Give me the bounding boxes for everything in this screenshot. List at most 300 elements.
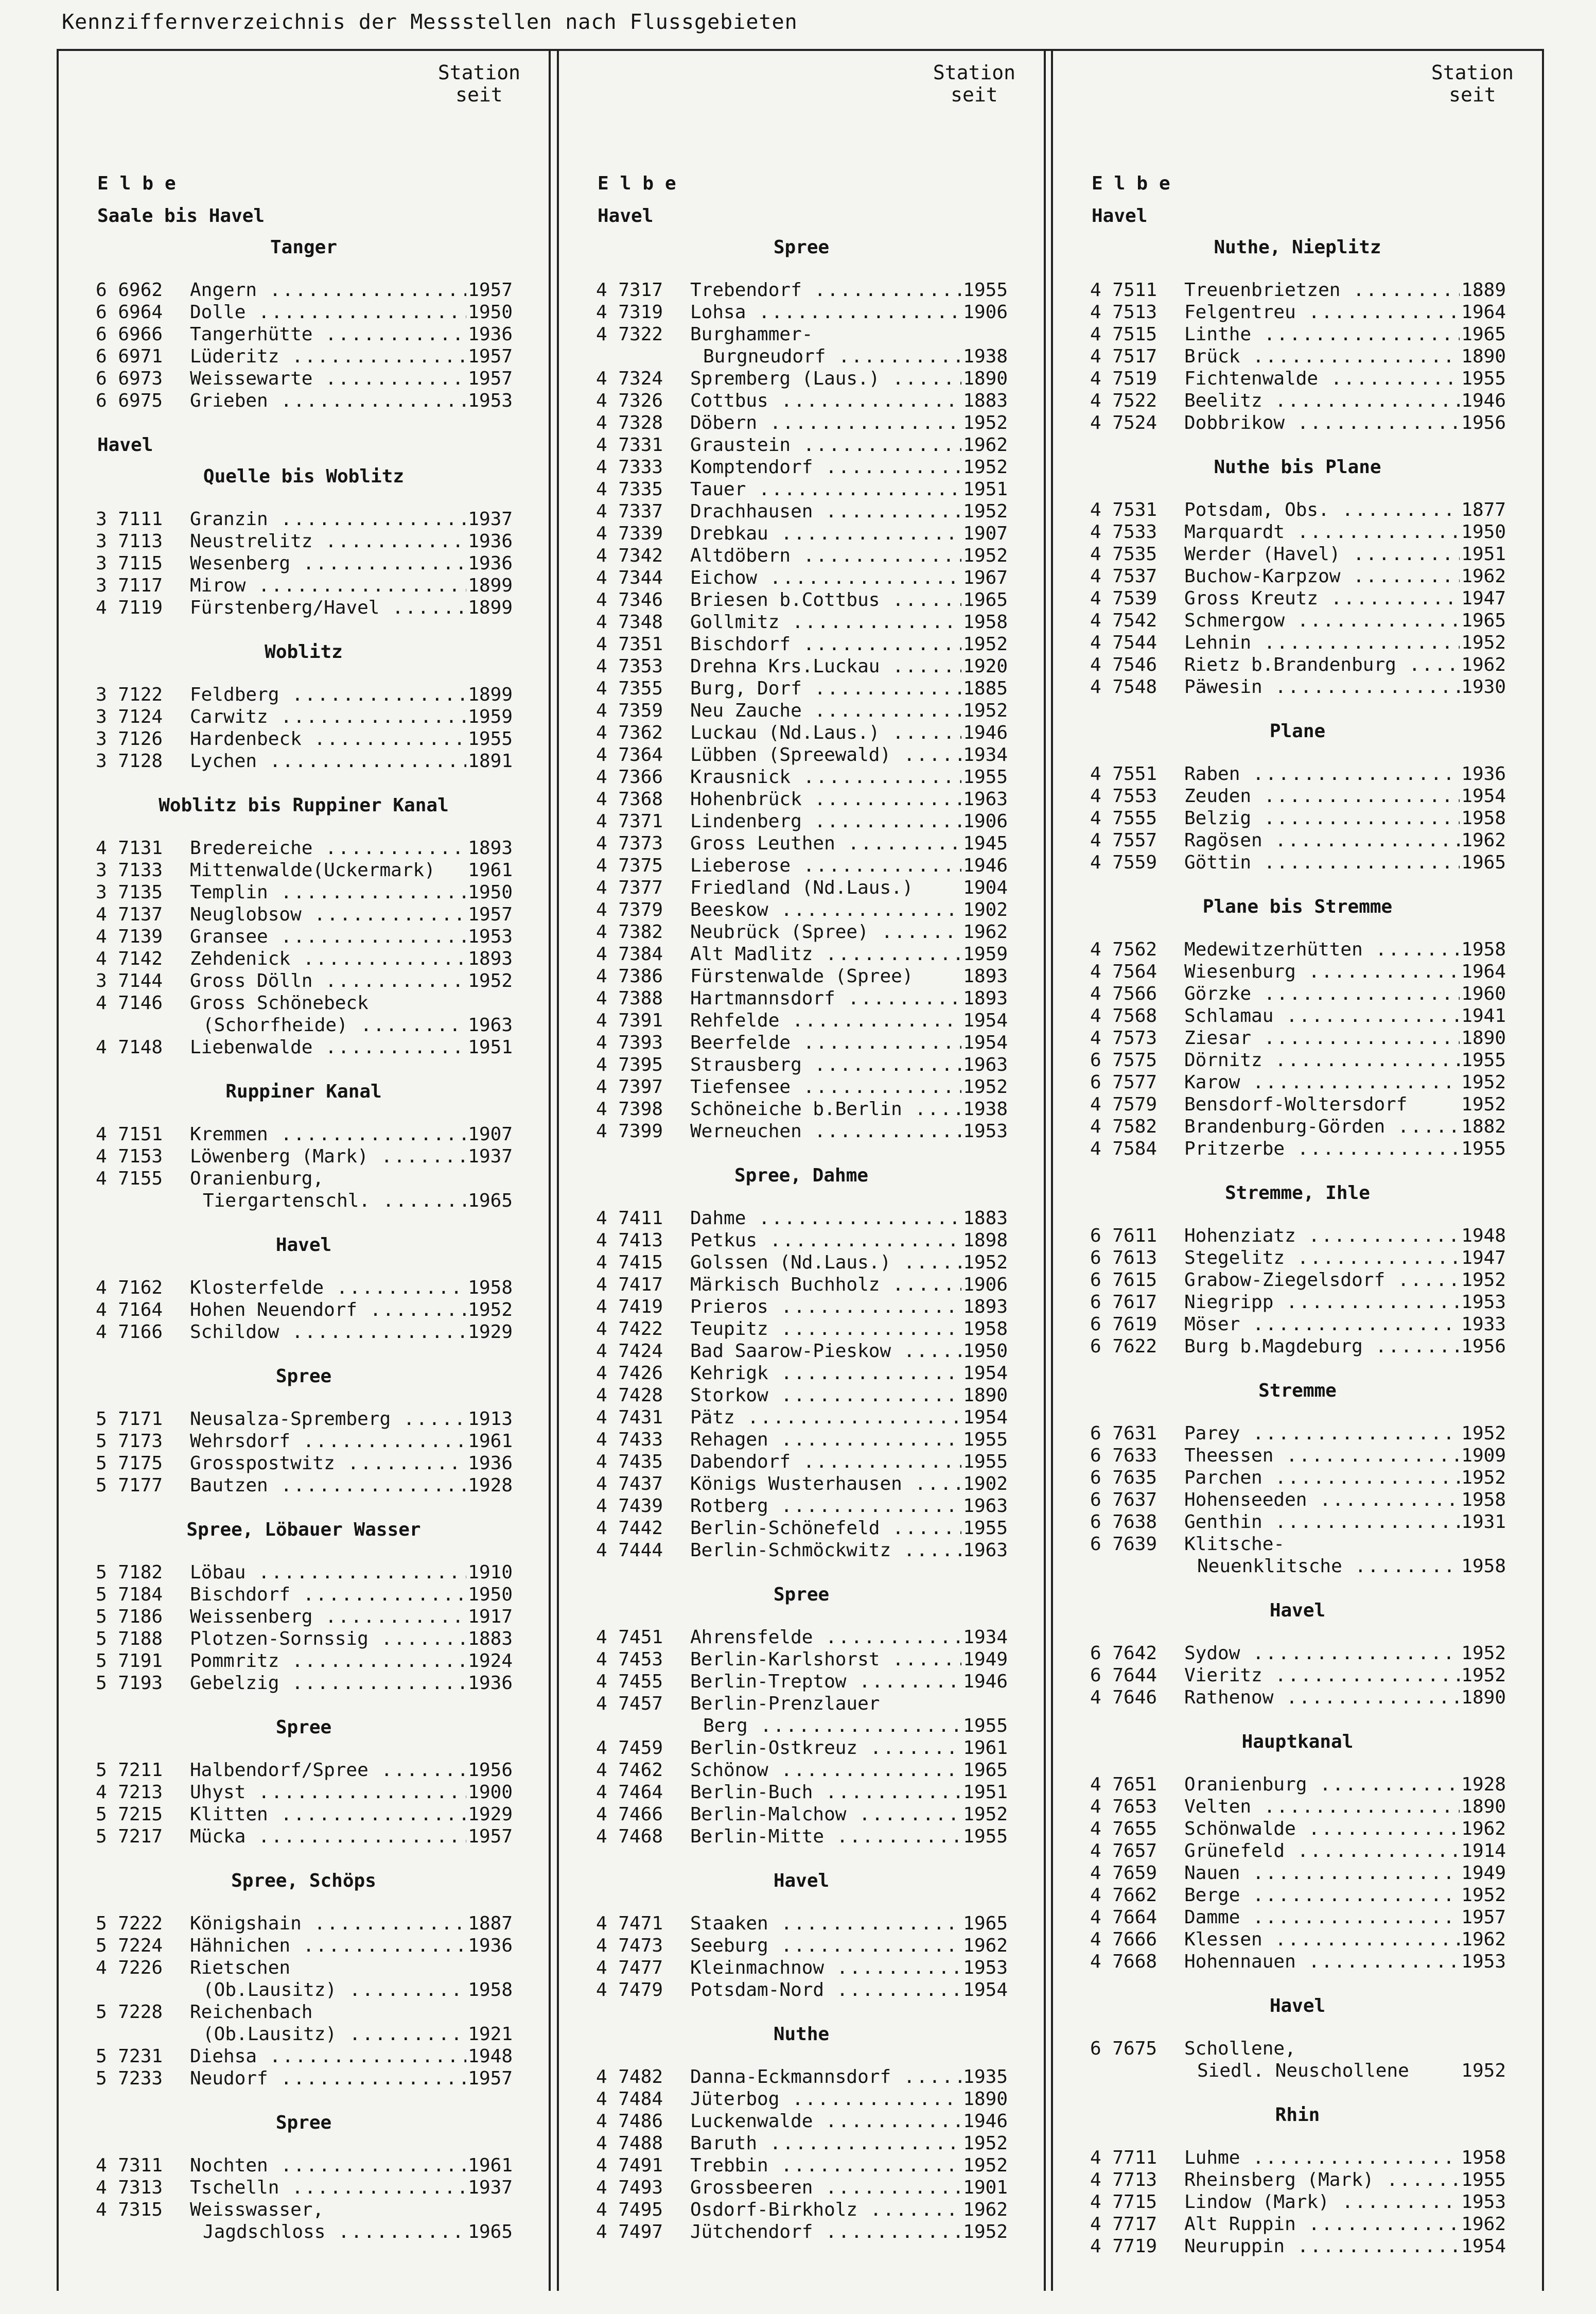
station-year: 1935: [963, 2066, 1008, 2087]
station-row: [59, 1957, 549, 1979]
station-year: 1952: [963, 700, 1008, 721]
station-name: Berlin-Mitte .....: [690, 1825, 961, 1848]
station-code: 4 7484: [596, 2089, 663, 2110]
station-name: Wesenberg .....: [190, 552, 466, 575]
station-code: 3 7117: [96, 575, 163, 596]
station-name: Rheinsberg (Mark) .....: [1184, 2169, 1460, 2191]
station-name: Hohenseeden .....: [1184, 1489, 1460, 1511]
station-year: 1954: [963, 1010, 1008, 1031]
station-row: [59, 1299, 549, 1321]
spacer: [1053, 1973, 1542, 1995]
spacer: [1053, 1358, 1542, 1380]
station-row: [1053, 1247, 1542, 1269]
station-code: 6 7639: [1090, 1534, 1157, 1555]
station-year: 1952: [1461, 1665, 1506, 1686]
station-code: 4 7422: [596, 1318, 663, 1339]
station-code: 6 6962: [96, 280, 163, 301]
station-name: Hohenbrück .....: [690, 788, 961, 810]
station-row: [559, 788, 1044, 810]
station-name: Werneuchen .....: [690, 1120, 961, 1142]
station-code: 4 7442: [596, 1518, 663, 1539]
station-code: 4 7393: [596, 1032, 663, 1053]
station-row: [59, 1014, 549, 1036]
station-year: 1956: [1461, 1336, 1506, 1357]
station-name: Neu Zauche .....: [690, 700, 961, 722]
station-row: [559, 633, 1044, 655]
station-code: 4 7546: [1090, 654, 1157, 675]
station-year: 1906: [963, 302, 1008, 323]
river-heading: Elbe: [1092, 173, 1182, 194]
station-year: 1957: [468, 2068, 513, 2089]
station-row: [559, 323, 1044, 345]
station-code: 4 7453: [596, 1649, 663, 1670]
station-row: [59, 2023, 549, 2045]
station-name: (Ob.Lausitz) .....: [190, 1979, 466, 2001]
station-name: Rehfelde .....: [690, 1010, 961, 1032]
station-name: Pritzerbe .....: [1184, 1138, 1460, 1160]
station-year: 1952: [963, 545, 1008, 566]
station-name: Schmergow .....: [1184, 610, 1460, 632]
station-code: 4 7377: [596, 877, 663, 898]
station-row: [1053, 1664, 1542, 1686]
station-row: [1053, 851, 1542, 874]
station-year: 1965: [1461, 324, 1506, 345]
station-code: 6 6964: [96, 302, 163, 323]
station-name: Lehnin .....: [1184, 632, 1460, 654]
station-year: 1961: [468, 860, 513, 881]
station-row: [1053, 2213, 1542, 2235]
station-name: Potsdam, Obs. .....: [1184, 499, 1460, 521]
station-name: Dolle .....: [190, 301, 466, 323]
station-year: 1962: [1461, 654, 1506, 675]
station-code: 5 7215: [96, 1804, 163, 1825]
header-seit: seit: [951, 83, 998, 106]
station-row: [59, 1759, 549, 1781]
station-code: 5 7173: [96, 1431, 163, 1452]
station-code: 4 7564: [1090, 961, 1157, 982]
station-code: 4 7417: [596, 1274, 663, 1295]
station-year: 1949: [1461, 1863, 1506, 1884]
station-code: 6 7637: [1090, 1489, 1157, 1510]
station-name: Gross Kreutz .....: [1184, 587, 1460, 610]
station-year: 1958: [963, 1318, 1008, 1339]
station-row: [59, 903, 549, 926]
station-name: Oranienburg .....: [1184, 1773, 1460, 1796]
station-year: 1955: [963, 280, 1008, 301]
station-name: Burgneudorf .....: [690, 345, 961, 368]
station-name: Raben .....: [1184, 763, 1460, 785]
station-year: 1958: [1461, 808, 1506, 829]
station-code: 4 7562: [1090, 939, 1157, 960]
station-year: 1900: [468, 1782, 513, 1803]
station-code: 6 6975: [96, 390, 163, 411]
spacer: [559, 2001, 1044, 2023]
spacer: [1053, 1709, 1542, 1731]
station-name: Briesen b.Cottbus .....: [690, 589, 961, 611]
section-heading: Hauptkanal: [1241, 1731, 1354, 1752]
station-code: 4 7137: [96, 904, 163, 925]
station-code: 4 7413: [596, 1230, 663, 1251]
station-row: [559, 2199, 1044, 2221]
spacer: [559, 1142, 1044, 1164]
station-row: [559, 478, 1044, 500]
station-code: 4 7353: [596, 656, 663, 677]
section-heading: Ruppiner Kanal: [225, 1081, 382, 1102]
station-name: Dabendorf .....: [690, 1451, 961, 1473]
station-code: 4 7344: [596, 567, 663, 588]
station-code: 3 7124: [96, 706, 163, 727]
column-body: [59, 172, 549, 2243]
station-row: [1053, 1049, 1542, 1071]
station-name: Löwenberg (Mark) .....: [190, 1145, 466, 1168]
station-row: [559, 877, 1044, 899]
station-code: 4 7488: [596, 2133, 663, 2154]
station-name: Golssen (Nd.Laus.) .....: [690, 1251, 961, 1274]
station-year: 1959: [963, 944, 1008, 965]
station-row: [559, 1251, 1044, 1274]
station-code: 4 7142: [96, 948, 163, 969]
spacer: [559, 1561, 1044, 1584]
column-2: [557, 49, 1046, 2291]
station-name: Parey .....: [1184, 1422, 1460, 1445]
station-year: 1930: [1461, 676, 1506, 698]
station-row: [1053, 1422, 1542, 1445]
station-name: Gross Leuthen .....: [690, 832, 961, 855]
column-header: [1431, 62, 1514, 106]
station-row: [59, 368, 549, 390]
station-year: 1950: [468, 302, 513, 323]
station-code: 4 7455: [596, 1671, 663, 1692]
station-row: [1053, 1489, 1542, 1511]
section-heading: Havel: [275, 1234, 332, 1256]
station-year: 1899: [468, 684, 513, 705]
station-year: 1951: [963, 1782, 1008, 1803]
station-name: Bischdorf .....: [690, 633, 961, 655]
station-row: [1053, 543, 1542, 565]
station-row: [559, 390, 1044, 412]
station-row: [59, 881, 549, 903]
station-name: Reichenbach: [190, 2002, 313, 2023]
station-name: Alt Madlitz .....: [690, 943, 961, 965]
station-row: [559, 500, 1044, 523]
station-row: [1053, 301, 1542, 323]
station-code: 4 7493: [596, 2177, 663, 2198]
station-row: [559, 545, 1044, 567]
station-name: Neusalza-Spremberg .....: [190, 1408, 466, 1430]
station-row: [59, 1123, 549, 1145]
station-year: 1965: [1461, 852, 1506, 873]
station-year: 1958: [1461, 1556, 1506, 1577]
station-row: [59, 948, 549, 970]
station-row: [1053, 1269, 1542, 1291]
station-name: Mittenwalde(Uckermark): [190, 860, 435, 881]
station-year: 1967: [963, 567, 1008, 588]
station-name: Dobbrikow .....: [1184, 412, 1460, 434]
station-year: 1949: [963, 1649, 1008, 1670]
section-heading: Spree: [275, 2112, 332, 2133]
station-row: [59, 1781, 549, 1803]
station-year: 1889: [1461, 280, 1506, 301]
station-row: [559, 722, 1044, 744]
station-row: [559, 700, 1044, 722]
station-row: [1053, 1555, 1542, 1577]
station-code: 4 7566: [1090, 983, 1157, 1004]
subbasin-heading: Havel: [598, 205, 654, 227]
station-code: 4 7555: [1090, 808, 1157, 829]
station-row: [59, 1145, 549, 1168]
station-year: 1952: [468, 970, 513, 991]
station-code: 6 7638: [1090, 1511, 1157, 1533]
station-row: [1053, 676, 1542, 698]
station-row: [559, 1098, 1044, 1120]
station-name: Rietz b.Brandenburg .....: [1184, 654, 1460, 676]
station-year: 1914: [1461, 1840, 1506, 1861]
station-name: Trebendorf .....: [690, 279, 961, 301]
station-code: 3 7111: [96, 509, 163, 530]
station-year: 1947: [1461, 588, 1506, 609]
station-name: Seeburg .....: [690, 1935, 961, 1957]
spacer: [1053, 2082, 1542, 2104]
station-year: 1958: [1461, 939, 1506, 960]
section-heading: Spree: [773, 1584, 830, 1605]
station-row: [1053, 610, 1542, 632]
station-year: 1952: [963, 634, 1008, 655]
section-heading: Plane bis Stremme: [1202, 896, 1393, 917]
station-year: 1898: [963, 1230, 1008, 1251]
station-code: 6 7631: [1090, 1423, 1157, 1444]
station-name: Rehagen .....: [690, 1429, 961, 1451]
section-heading: Spree: [773, 237, 830, 258]
station-row: [59, 552, 549, 575]
station-code: 4 7371: [596, 811, 663, 832]
station-code: 4 7664: [1090, 1907, 1157, 1928]
station-code: 4 7148: [96, 1037, 163, 1058]
station-row: [559, 1207, 1044, 1229]
station-row: [559, 1032, 1044, 1054]
station-code: 4 7428: [596, 1385, 663, 1406]
station-name: Feldberg .....: [190, 684, 466, 706]
station-name: Tiefensee .....: [690, 1076, 961, 1098]
station-year: 1952: [1461, 1467, 1506, 1488]
station-code: 4 7542: [1090, 610, 1157, 631]
station-name: Hähnichen .....: [190, 1935, 466, 1957]
station-name: Altdöbern .....: [690, 545, 961, 567]
station-row: [559, 456, 1044, 478]
station-year: 1955: [963, 1715, 1008, 1736]
station-year: 1954: [963, 1032, 1008, 1053]
station-row: [559, 1671, 1044, 1693]
station-name: Theessen .....: [1184, 1445, 1460, 1467]
station-row: [559, 2154, 1044, 2177]
station-year: 1929: [468, 1321, 513, 1343]
station-code: 5 7224: [96, 1935, 163, 1956]
station-code: 4 7351: [596, 634, 663, 655]
station-row: [559, 1451, 1044, 1473]
station-year: 1955: [1461, 1050, 1506, 1071]
station-code: 4 7559: [1090, 852, 1157, 873]
station-name: Klosterfelde .....: [190, 1277, 466, 1299]
station-name: Lüderitz .....: [190, 345, 466, 368]
station-code: 6 7633: [1090, 1445, 1157, 1466]
station-row: [59, 1168, 549, 1190]
spacer: [59, 772, 549, 794]
column-1: [57, 49, 551, 2291]
station-code: 5 7222: [96, 1913, 163, 1934]
station-code: 4 7433: [596, 1429, 663, 1450]
station-name: Rietschen: [190, 1957, 291, 1978]
station-name: Bensdorf-Woltersdorf: [1184, 1094, 1408, 1115]
station-year: 1954: [963, 1407, 1008, 1428]
station-year: 1955: [963, 767, 1008, 788]
station-code: 4 7359: [596, 700, 663, 721]
spacer: [59, 1058, 549, 1081]
station-name: Werder (Havel) .....: [1184, 543, 1460, 565]
station-year: 1952: [1461, 1269, 1506, 1291]
station-year: 1953: [1461, 2191, 1506, 2213]
station-code: 4 7391: [596, 1010, 663, 1031]
station-row: [1053, 1533, 1542, 1555]
station-row: [1053, 2060, 1542, 2082]
station-name: Storkow .....: [690, 1384, 961, 1406]
station-row: [1053, 1093, 1542, 1116]
station-row: [59, 859, 549, 881]
station-year: 1963: [963, 1540, 1008, 1561]
station-year: 1961: [963, 1737, 1008, 1759]
station-name: Felgentreu .....: [1184, 301, 1460, 323]
station-name: Tschelln .....: [190, 2177, 466, 2199]
station-year: 1950: [468, 1584, 513, 1605]
station-year: 1941: [1461, 1005, 1506, 1026]
station-name: Zehdenick .....: [190, 948, 466, 970]
station-code: 4 7153: [96, 1146, 163, 1167]
station-name: Oranienburg,: [190, 1168, 324, 1189]
station-code: 4 7362: [596, 722, 663, 743]
station-name: Schöneiche b.Berlin .....: [690, 1098, 961, 1120]
station-name: Halbendorf/Spree .....: [190, 1759, 466, 1781]
station-year: 1952: [1461, 1072, 1506, 1093]
station-year: 1936: [468, 531, 513, 552]
station-row: [1053, 1138, 1542, 1160]
station-year: 1883: [468, 1628, 513, 1649]
station-name: Prieros .....: [690, 1296, 961, 1318]
station-row: [559, 2088, 1044, 2110]
station-name: Templin .....: [190, 881, 466, 903]
station-code: 4 7719: [1090, 2236, 1157, 2257]
station-row: [559, 1539, 1044, 1561]
station-name: Gransee .....: [190, 926, 466, 948]
station-row: [1053, 1773, 1542, 1796]
station-year: 1964: [1461, 302, 1506, 323]
station-name: Lübben (Spreewald) .....: [690, 744, 961, 766]
station-code: 5 7231: [96, 2046, 163, 2067]
station-name: Neuruppin .....: [1184, 2235, 1460, 2257]
station-year: 1936: [468, 1673, 513, 1694]
station-code: 4 7317: [596, 280, 663, 301]
station-code: 5 7175: [96, 1453, 163, 1474]
station-name: Osdorf-Birkholz .....: [690, 2199, 961, 2221]
station-name: Wiesenburg .....: [1184, 961, 1460, 983]
station-year: 1890: [1461, 1687, 1506, 1708]
station-year: 1885: [963, 678, 1008, 699]
section-heading: Tanger: [270, 237, 338, 258]
station-name: Grossbeeren .....: [690, 2177, 961, 2199]
station-row: [59, 1474, 549, 1497]
station-code: 4 7539: [1090, 588, 1157, 609]
station-code: 5 7186: [96, 1606, 163, 1627]
station-year: 1948: [468, 2046, 513, 2067]
station-row: [559, 855, 1044, 877]
station-code: 3 7115: [96, 553, 163, 574]
station-code: 4 7324: [596, 368, 663, 389]
station-code: 4 7495: [596, 2199, 663, 2220]
station-code: 4 7319: [596, 302, 663, 323]
station-year: 1952: [963, 1252, 1008, 1273]
header-station: Station: [1431, 61, 1514, 84]
station-year: 1964: [1461, 961, 1506, 982]
station-code: 6 7642: [1090, 1643, 1157, 1664]
section-heading: Havel: [1269, 1995, 1326, 2016]
station-name: Schollene,: [1184, 2038, 1296, 2059]
station-name: Lychen .....: [190, 750, 466, 772]
station-code: 4 7468: [596, 1826, 663, 1847]
station-year: 1953: [963, 1957, 1008, 1978]
station-year: 1936: [468, 1453, 513, 1474]
station-year: 1917: [468, 1606, 513, 1627]
station-name: Alt Ruppin .....: [1184, 2213, 1460, 2235]
station-code: 5 7211: [96, 1760, 163, 1781]
station-code: 4 7166: [96, 1321, 163, 1343]
station-code: 4 7522: [1090, 390, 1157, 411]
station-row: [59, 837, 549, 859]
station-row: [1053, 1071, 1542, 1093]
station-name: Pätz .....: [690, 1406, 961, 1429]
station-row: [559, 1473, 1044, 1495]
station-name: Danna-Eckmannsdorf .....: [690, 2066, 961, 2088]
station-row: [59, 301, 549, 323]
station-name: Drebkau .....: [690, 523, 961, 545]
station-name: Luckau (Nd.Laus.) .....: [690, 722, 961, 744]
station-year: 1899: [468, 597, 513, 618]
station-row: [559, 1406, 1044, 1429]
station-code: 4 7313: [96, 2177, 163, 2198]
station-row: [559, 1803, 1044, 1825]
spacer: [59, 2090, 549, 2112]
station-year: 1883: [963, 390, 1008, 411]
station-name: Klessen .....: [1184, 1928, 1460, 1951]
station-row: [559, 1979, 1044, 2001]
station-name: Belzig .....: [1184, 807, 1460, 829]
station-code: 4 7331: [596, 434, 663, 456]
station-row: [59, 1825, 549, 1848]
station-row: [59, 597, 549, 619]
station-year: 1950: [963, 1341, 1008, 1362]
station-year: 1963: [963, 1054, 1008, 1075]
station-code: 6 7611: [1090, 1225, 1157, 1246]
station-code: 5 7182: [96, 1562, 163, 1583]
station-row: [559, 899, 1044, 921]
station-code: 4 7364: [596, 744, 663, 765]
station-row: [1053, 1686, 1542, 1709]
station-year: 1952: [1461, 1643, 1506, 1664]
station-code: 5 7233: [96, 2068, 163, 2089]
station-year: 1890: [1461, 346, 1506, 367]
station-row: [559, 2110, 1044, 2132]
station-code: 4 7386: [596, 966, 663, 987]
station-name: Nochten .....: [190, 2154, 466, 2177]
station-name: Lohsa .....: [690, 301, 961, 323]
station-row: [1053, 279, 1542, 301]
station-name: Ahrensfelde .....: [690, 1626, 961, 1648]
